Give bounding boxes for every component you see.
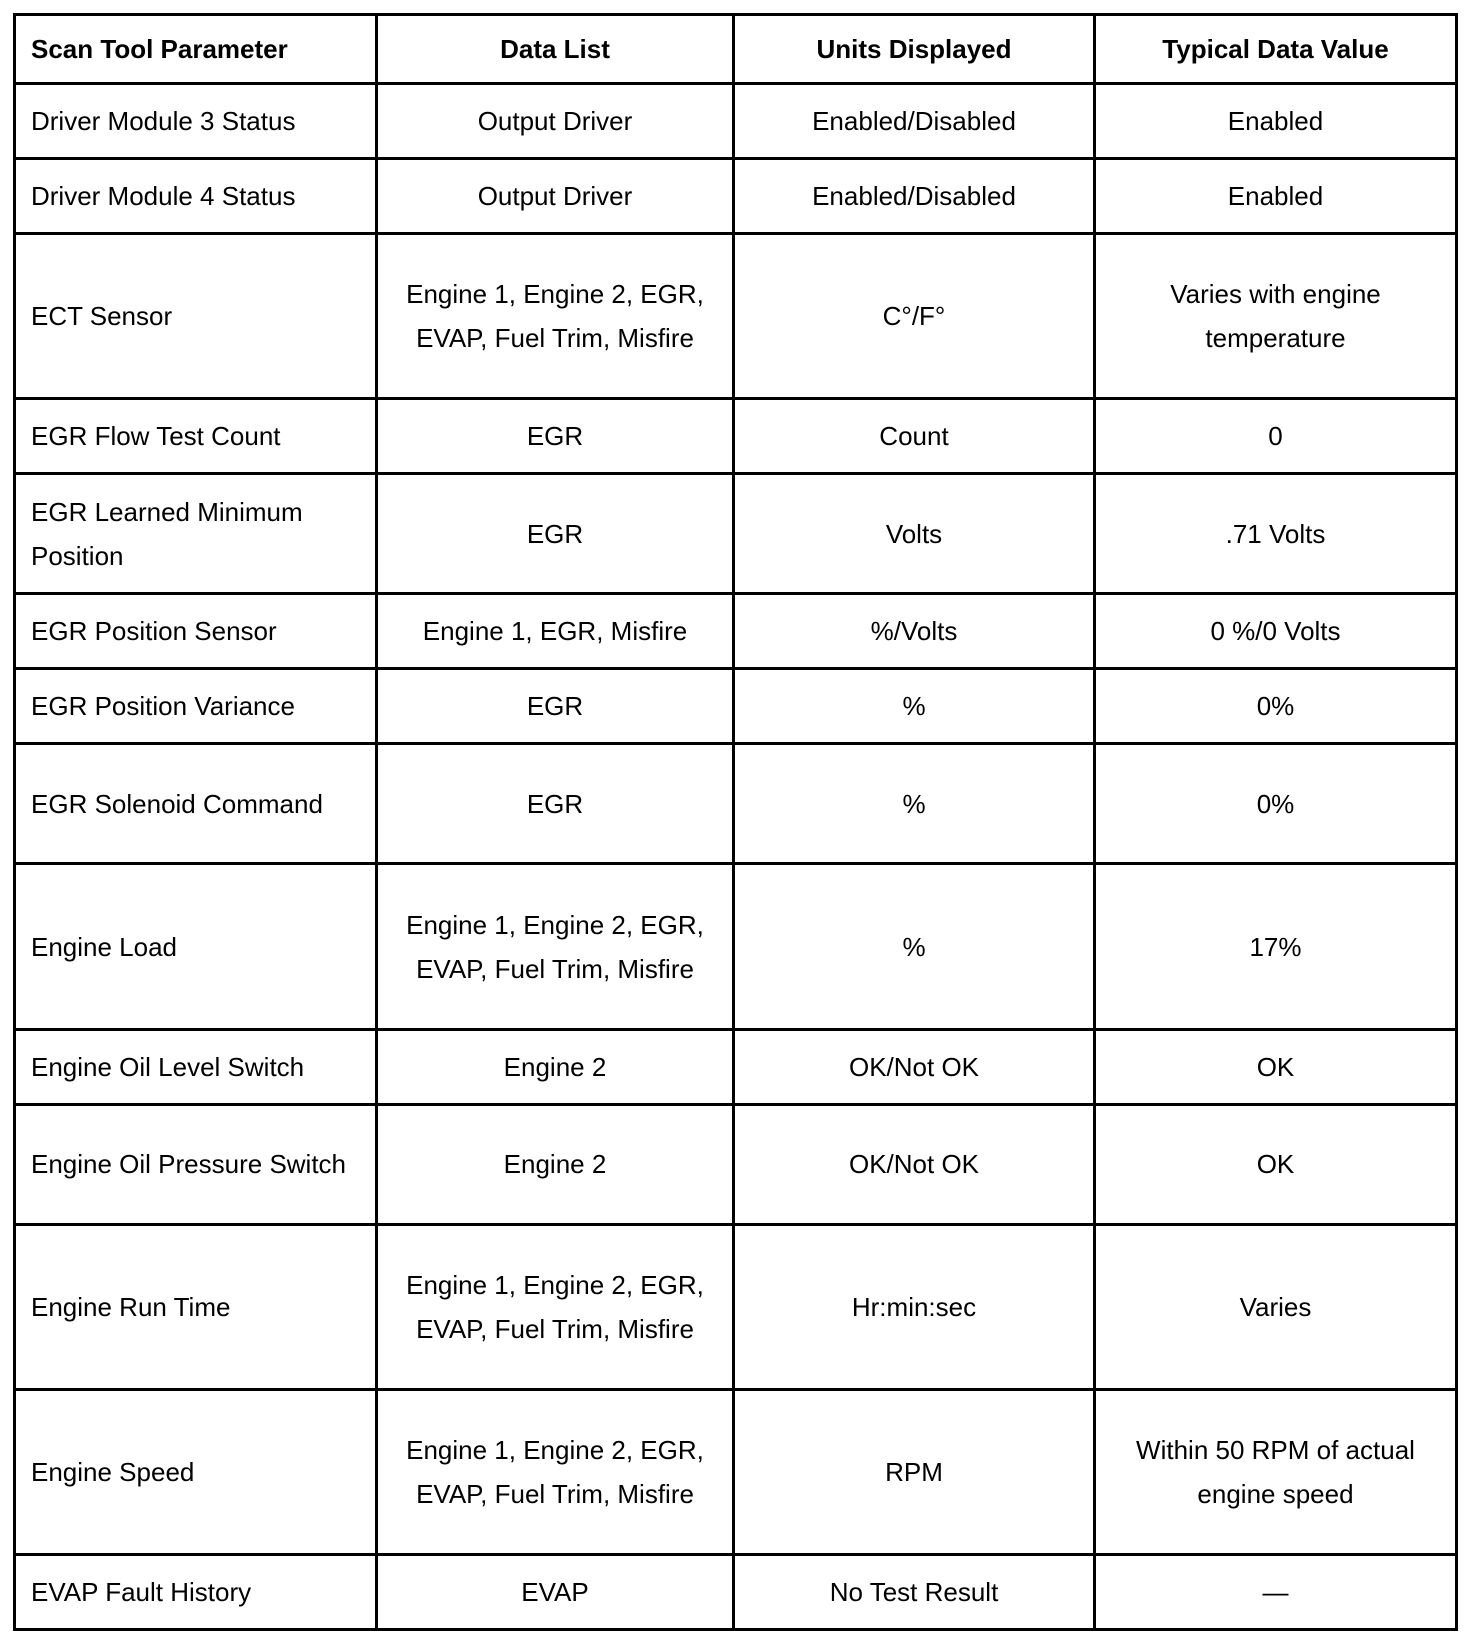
- cell-typical-value: 0%: [1095, 744, 1457, 864]
- cell-data-list: Engine 1, Engine 2, EGR, EVAP, Fuel Trim, Misfire: [377, 234, 734, 399]
- header-units-displayed: Units Displayed: [734, 15, 1095, 84]
- table-row: [15, 84, 1457, 159]
- cell-parameter: EGR Learned Minimum Position: [15, 474, 377, 594]
- cell-data-list: EGR: [377, 744, 734, 864]
- cell-typical-value: 17%: [1095, 864, 1457, 1029]
- cell-units: C°/F°: [734, 234, 1095, 399]
- cell-data-list: Engine 2: [377, 1029, 734, 1104]
- cell-data-list: EVAP: [377, 1554, 734, 1629]
- cell-typical-value: Enabled: [1095, 159, 1457, 234]
- cell-typical-value: 0 %/0 Volts: [1095, 594, 1457, 669]
- cell-units: Volts: [734, 474, 1095, 594]
- cell-units: %: [734, 744, 1095, 864]
- table-row: [15, 864, 1457, 1029]
- cell-typical-value: .71 Volts: [1095, 474, 1457, 594]
- cell-parameter: EGR Flow Test Count: [15, 399, 377, 474]
- table-row: [15, 1224, 1457, 1389]
- cell-data-list: Engine 1, Engine 2, EGR, EVAP, Fuel Trim, Misfire: [377, 1224, 734, 1389]
- table-row: [15, 594, 1457, 669]
- cell-parameter: EGR Solenoid Command: [15, 744, 377, 864]
- cell-units: No Test Result: [734, 1554, 1095, 1629]
- cell-parameter: Driver Module 3 Status: [15, 84, 377, 159]
- cell-units: %: [734, 669, 1095, 744]
- table-row: [15, 1554, 1457, 1629]
- cell-units: %/Volts: [734, 594, 1095, 669]
- cell-typical-value: Varies with engine temperature: [1095, 234, 1457, 399]
- cell-units: RPM: [734, 1389, 1095, 1554]
- scan-tool-data-sheet: [13, 13, 1455, 1631]
- cell-typical-value: —: [1095, 1554, 1457, 1629]
- table-row: [15, 234, 1457, 399]
- cell-typical-value: 0%: [1095, 669, 1457, 744]
- cell-typical-value: OK: [1095, 1104, 1457, 1224]
- cell-units: OK/Not OK: [734, 1029, 1095, 1104]
- cell-units: Enabled/Disabled: [734, 84, 1095, 159]
- table-row: [15, 159, 1457, 234]
- cell-data-list: EGR: [377, 669, 734, 744]
- table-row: [15, 669, 1457, 744]
- cell-data-list: Output Driver: [377, 159, 734, 234]
- cell-units: OK/Not OK: [734, 1104, 1095, 1224]
- cell-data-list: Engine 1, EGR, Misfire: [377, 594, 734, 669]
- cell-units: Hr:min:sec: [734, 1224, 1095, 1389]
- cell-data-list: EGR: [377, 399, 734, 474]
- table-row: [15, 1029, 1457, 1104]
- cell-parameter: Driver Module 4 Status: [15, 159, 377, 234]
- cell-units: Count: [734, 399, 1095, 474]
- cell-parameter: EGR Position Sensor: [15, 594, 377, 669]
- cell-data-list: Engine 1, Engine 2, EGR, EVAP, Fuel Trim, Misfire: [377, 864, 734, 1029]
- table-row: [15, 1104, 1457, 1224]
- cell-parameter: EGR Position Variance: [15, 669, 377, 744]
- cell-typical-value: OK: [1095, 1029, 1457, 1104]
- cell-units: %: [734, 864, 1095, 1029]
- table-row: [15, 744, 1457, 864]
- cell-parameter: Engine Oil Level Switch: [15, 1029, 377, 1104]
- cell-data-list: Output Driver: [377, 84, 734, 159]
- cell-typical-value: Varies: [1095, 1224, 1457, 1389]
- header-data-list: Data List: [377, 15, 734, 84]
- cell-parameter: Engine Run Time: [15, 1224, 377, 1389]
- table-row: [15, 1389, 1457, 1554]
- cell-typical-value: Within 50 RPM of actual engine speed: [1095, 1389, 1457, 1554]
- cell-typical-value: Enabled: [1095, 84, 1457, 159]
- cell-parameter: EVAP Fault History: [15, 1554, 377, 1629]
- cell-units: Enabled/Disabled: [734, 159, 1095, 234]
- cell-parameter: Engine Load: [15, 864, 377, 1029]
- table-row: [15, 399, 1457, 474]
- cell-parameter: Engine Speed: [15, 1389, 377, 1554]
- cell-parameter: Engine Oil Pressure Switch: [15, 1104, 377, 1224]
- cell-parameter: ECT Sensor: [15, 234, 377, 399]
- table-row: [15, 474, 1457, 594]
- cell-data-list: Engine 1, Engine 2, EGR, EVAP, Fuel Trim, Misfire: [377, 1389, 734, 1554]
- header-scan-tool-parameter: Scan Tool Parameter: [15, 15, 377, 84]
- header-typical-data-value: Typical Data Value: [1095, 15, 1457, 84]
- cell-data-list: EGR: [377, 474, 734, 594]
- table-header-row: [15, 15, 1457, 84]
- cell-typical-value: 0: [1095, 399, 1457, 474]
- cell-data-list: Engine 2: [377, 1104, 734, 1224]
- scan-tool-parameter-table: [13, 13, 1458, 1631]
